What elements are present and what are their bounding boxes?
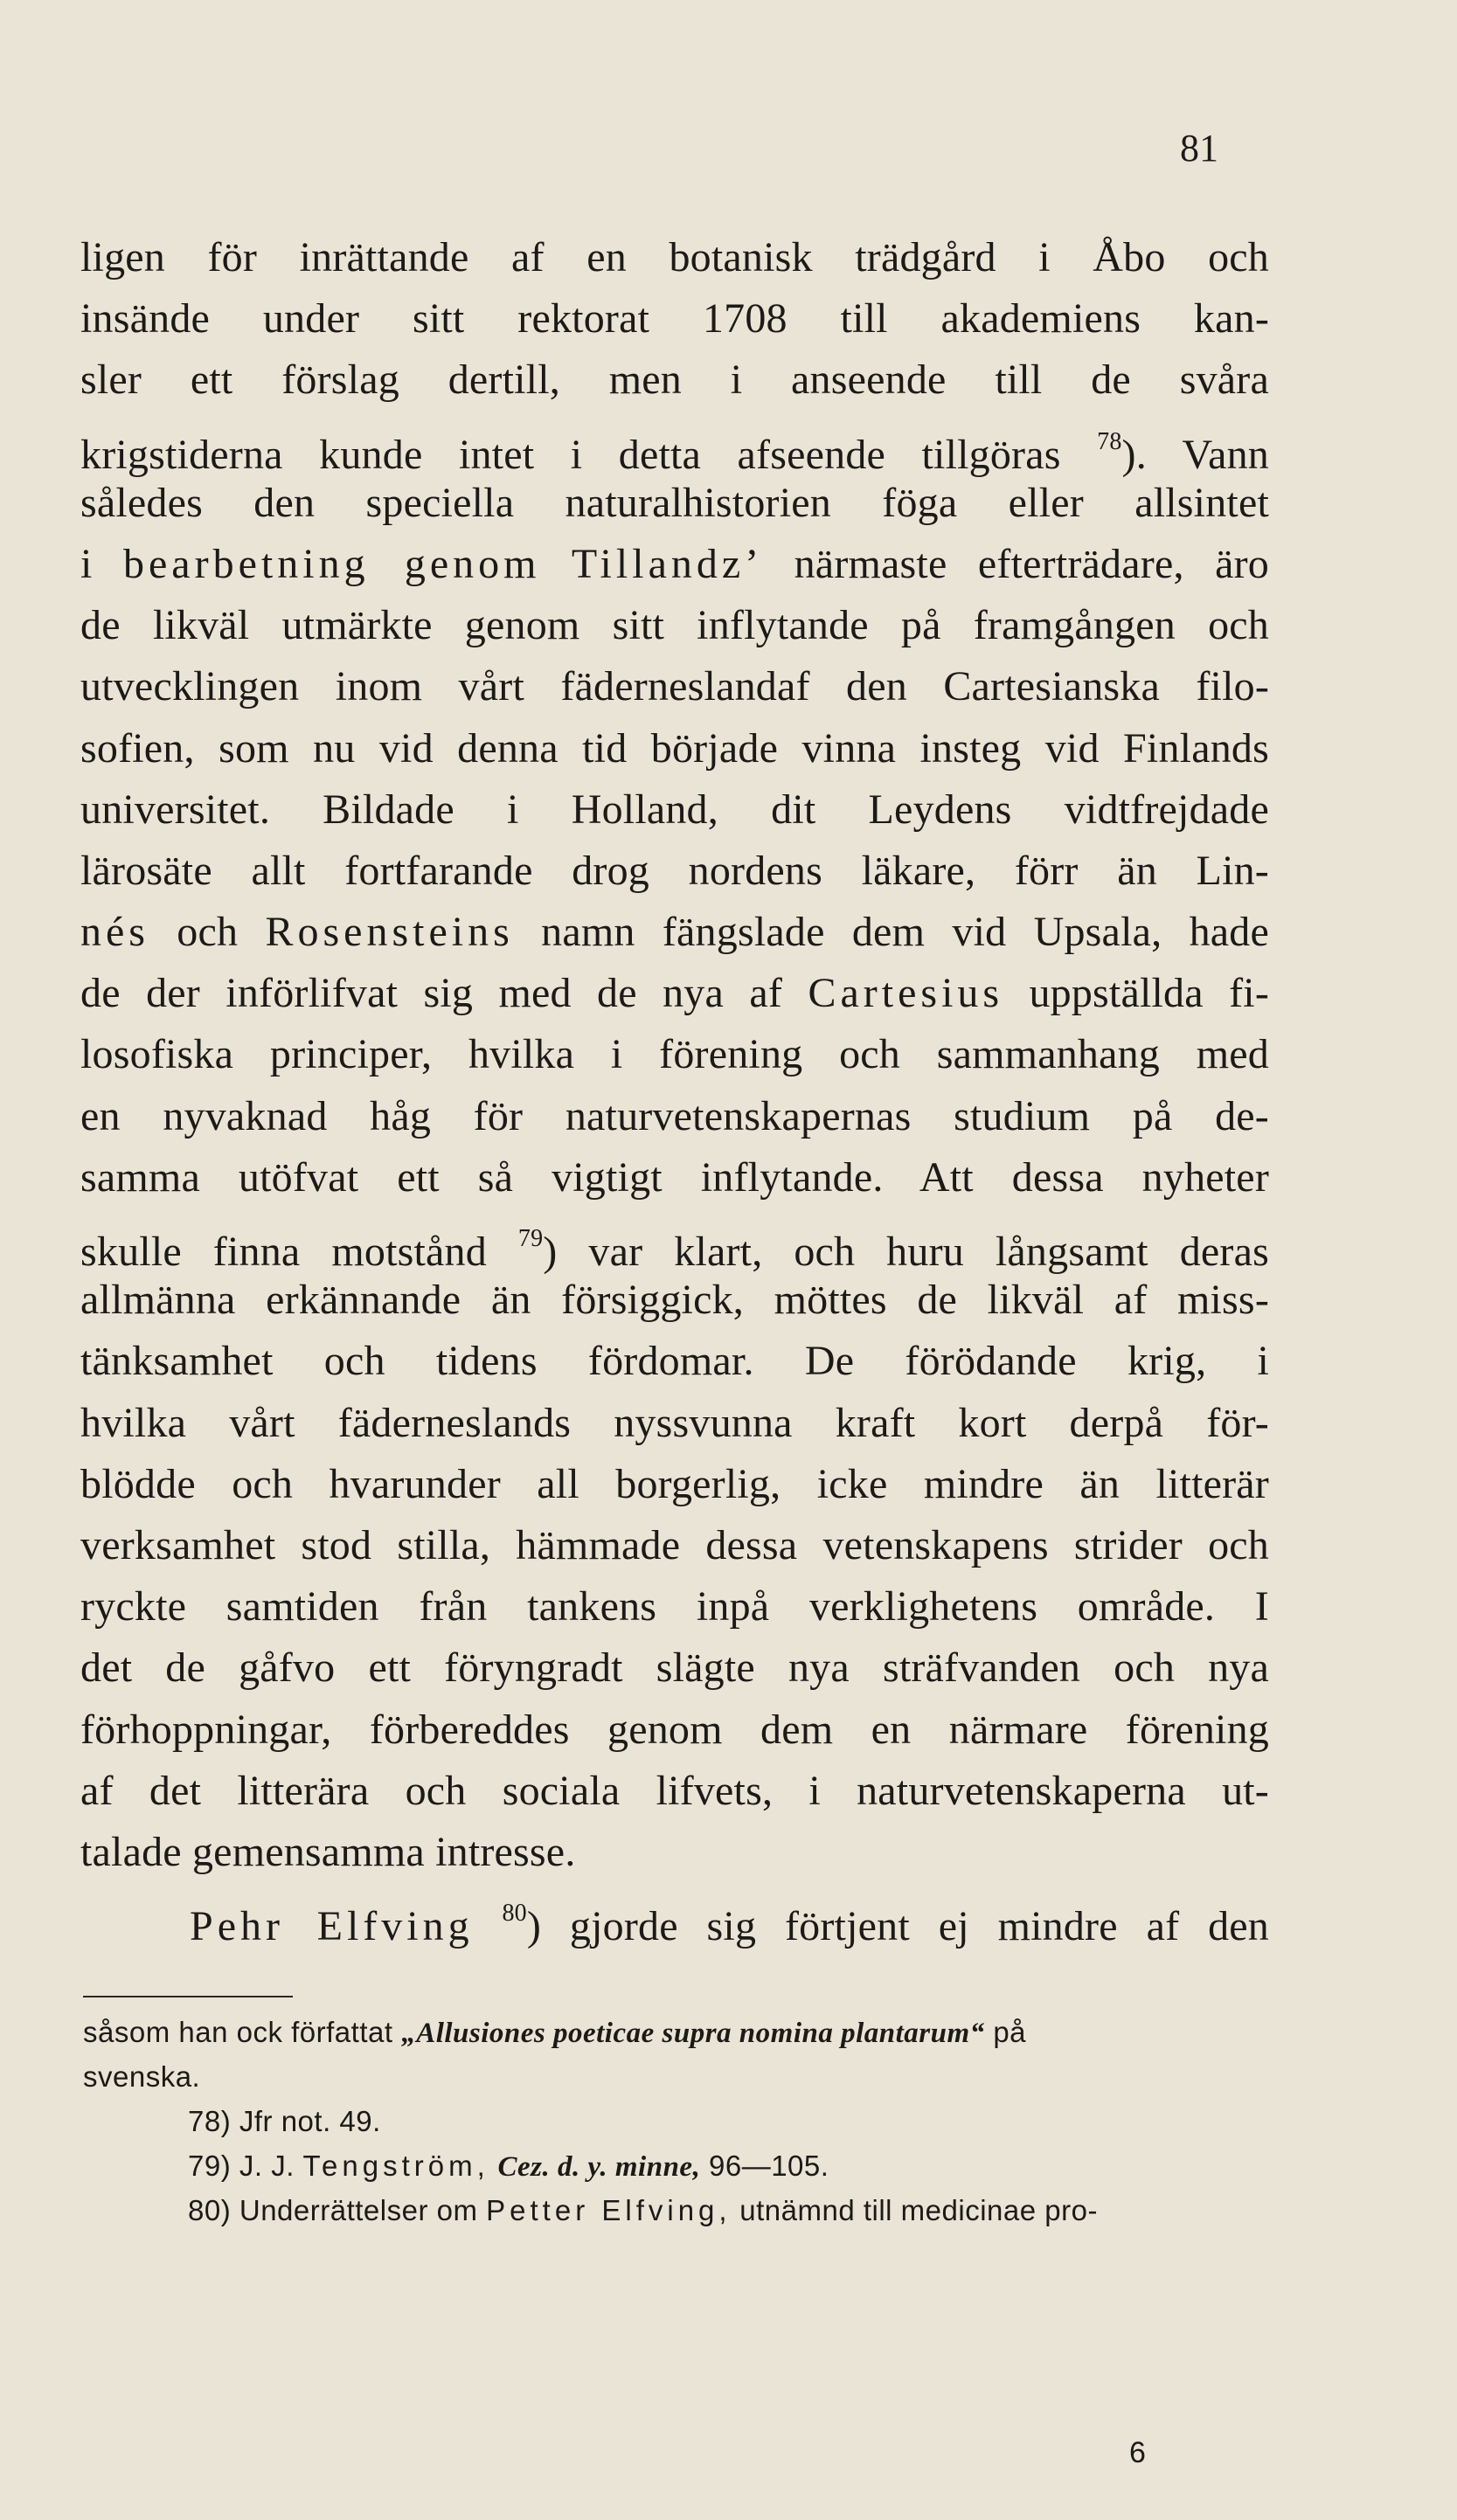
footnote-ref: 79 [517, 1225, 544, 1252]
text-span: ) var klart, och huru långsamt deras [543, 1229, 1269, 1275]
text-span: 96—105. [709, 2150, 829, 2182]
italic-title: Cez. d. y. minne, [497, 2151, 701, 2183]
spaced-name: Pehr Elfving [190, 1903, 474, 1950]
text-line: verksamhet stod stilla, hämmade dessa vetenskapens strider och [80, 1521, 1269, 1568]
footnote-line [83, 2010, 1272, 2054]
text-line: talade gemensamma intresse. [80, 1828, 576, 1875]
footnote-78: 78) Jfr not. 49. [188, 2105, 381, 2137]
text-span: i [80, 540, 93, 587]
text-line: samma utöfvat ett så vigtigt inflytande. Att dessa nyheter [80, 1153, 1269, 1201]
spaced-name: Petter Elfving, [486, 2194, 732, 2226]
text-span: ). Vann [1121, 431, 1270, 478]
text-line: ryckte samtiden från tankens inpå verklighetens område. I [80, 1583, 1269, 1630]
footnote-80 [83, 2188, 1272, 2233]
footnote-ref: 78 [1097, 427, 1122, 455]
text-line: hvilka vårt fäderneslands nyssvunna kraft kort derpå för- [80, 1399, 1269, 1446]
text-span: 79) J. J. [188, 2150, 295, 2182]
text-line [80, 1208, 1269, 1275]
text-line: af det litterära och sociala lifvets, i naturvetenskaperna ut- [80, 1767, 1269, 1814]
footnote-79 [83, 2143, 1272, 2188]
text-span: närmaste efterträdare, äro [794, 540, 1269, 587]
spaced-name: Tengström, [302, 2150, 489, 2182]
text-line: förhoppningar, förbereddes genom dem en närmare förening [80, 1706, 1269, 1753]
text-line: ligen för inrättande af en botanisk trädgård i Åbo och [80, 234, 1269, 280]
text-line: losofiska principer, hvilka i förening och sammanhang med [80, 1031, 1269, 1078]
text-line: en nyvaknad håg för naturvetenskapernas studium på de- [80, 1092, 1269, 1139]
text-line: lärosäte allt fortfarande drog nordens läkare, förr än Lin- [80, 847, 1269, 894]
text-line: de likväl utmärkte genom sitt inflytande på framgången och [80, 602, 1269, 649]
spaced-text: bearbetning genom [123, 540, 541, 587]
text-line: tänksamhet och tidens fördomar. De förödande krig, i [80, 1338, 1269, 1385]
text-span: på [993, 2016, 1027, 2048]
spaced-name: Rosensteins [265, 909, 514, 956]
spaced-name: Cartesius [808, 970, 1004, 1017]
text-span: 80) Underrättelser om [188, 2194, 478, 2226]
footnote-ref: 80 [502, 1900, 527, 1928]
text-line: således den speciella naturalhistorien föga eller allsintet [80, 479, 1269, 526]
spaced-name: Tillandz’ [571, 540, 764, 587]
text-line: det de gåfvo ett föryngradt slägte nya sträfvanden och nya [80, 1644, 1269, 1692]
text-line [80, 902, 1269, 963]
text-span: krigstiderna kunde intet i detta afseende tillgöras [80, 431, 1061, 478]
text-line [80, 963, 1269, 1024]
text-line: insände under sitt rektorat 1708 till akademiens kan- [80, 295, 1269, 343]
footnote-line: svenska. [83, 2060, 201, 2093]
text-span: de der införlifvat sig med de nya af [80, 970, 783, 1017]
text-span: såsom han ock författat [83, 2016, 393, 2048]
text-line: allmänna erkännande än försiggick, möttes de likväl af miss- [80, 1277, 1269, 1324]
text-span: och [177, 909, 239, 956]
signature-mark: 6 [1129, 2436, 1146, 2469]
text-line: utvecklingen inom vårt fäderneslandaf den Cartesianska filo- [80, 663, 1269, 710]
text-line: sofien, som nu vid denna tid började vinna insteg vid Finlands [80, 724, 1269, 772]
footnotes [83, 2010, 1272, 2233]
text-span: utnämnd till medicinae pro- [739, 2194, 1098, 2226]
spaced-name: nés [80, 909, 149, 956]
text-span: skulle finna motstånd [80, 1229, 487, 1275]
text-line: universitet. Bildade i Holland, dit Leydens vidtfrejdade [80, 786, 1269, 833]
italic-title: „Allusiones poeticae supra nomina plantarum“ [401, 2018, 985, 2049]
text-line [80, 412, 1270, 478]
footnote-divider [83, 1996, 293, 1997]
text-line [80, 1883, 1270, 1950]
text-line: sler ett förslag dertill, men i anseende till de svåra [80, 357, 1269, 404]
text-line: blödde och hvarunder all borgerlig, icke mindre än litterär [80, 1460, 1269, 1507]
text-span: ) gjorde sig förtjent ej mindre af den [526, 1903, 1270, 1950]
text-span: namn fängslade dem vid Upsala, hade [541, 909, 1270, 956]
body-text [80, 227, 1270, 1950]
text-line [80, 534, 1269, 595]
page-number: 81 [1180, 127, 1218, 170]
text-span: uppställda fi- [1029, 970, 1269, 1017]
